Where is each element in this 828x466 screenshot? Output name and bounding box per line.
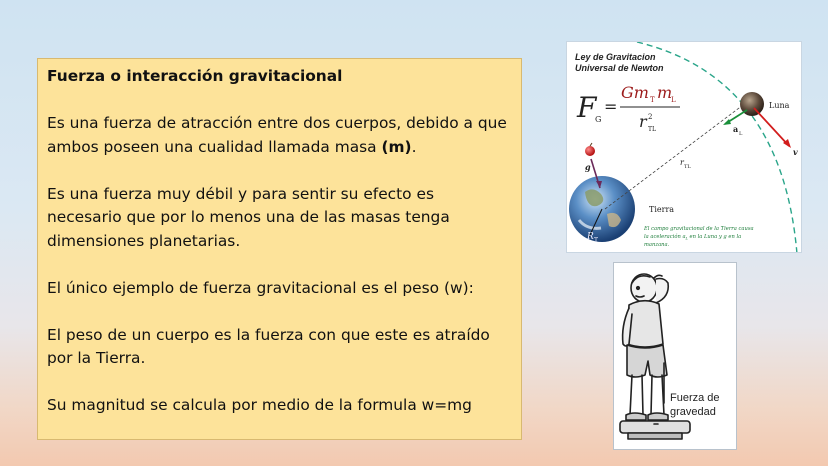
svg-text:2: 2 xyxy=(648,113,653,121)
weight-cartoon xyxy=(613,262,737,450)
gravity-label-line-1: Fuerza de xyxy=(670,392,720,404)
paragraph-definition-end: . xyxy=(411,137,417,156)
svg-text:r: r xyxy=(639,112,647,131)
apple-image xyxy=(585,146,595,156)
orbit-path xyxy=(637,42,797,253)
earth-label: Tierra xyxy=(649,205,675,214)
svg-text:=: = xyxy=(604,97,618,116)
distance-line xyxy=(605,105,743,209)
svg-text:TL: TL xyxy=(648,126,656,133)
g-label: g xyxy=(585,162,591,172)
person-on-scale-drawing xyxy=(614,263,737,450)
svg-text:m: m xyxy=(657,83,673,102)
mass-symbol: (m) xyxy=(381,137,412,156)
moon-label: Luna xyxy=(769,101,790,110)
gravitation-figure xyxy=(566,41,802,253)
acceleration-label: a xyxy=(733,124,739,134)
svg-text:TL: TL xyxy=(684,164,691,170)
caption-line-1: El campo gravitacional de la Tierra causa xyxy=(644,226,754,232)
caption-line-3: manzana. xyxy=(644,242,670,248)
svg-text:F: F xyxy=(577,91,597,124)
gravitation-diagram xyxy=(567,42,802,253)
text-box xyxy=(37,58,522,440)
paragraph-definition-text: Es una fuerza de atracción entre dos cuerpos, debido a que ambos poseen una cualidad llamada masa xyxy=(47,114,507,156)
svg-text:Gm: Gm xyxy=(621,83,649,102)
paragraph-weight: El peso de un cuerpo es la fuerza con que este es atraído por la Tierra. xyxy=(47,325,490,367)
velocity-label: v xyxy=(793,147,798,157)
paragraph-definition xyxy=(47,112,511,159)
paragraph-weakness: Es una fuerza muy débil y para sentir su efecto es necesario que por lo menos una de las masas tenga dimensiones planetarias. xyxy=(47,184,450,250)
svg-text:L: L xyxy=(739,131,743,137)
paragraph-example: El único ejemplo de fuerza gravitacional es el peso (w): xyxy=(47,278,474,297)
svg-text:T: T xyxy=(594,237,599,244)
slide-title: Fuerza o interacción gravitacional xyxy=(47,67,343,85)
gravitation-formula xyxy=(576,83,680,133)
figure-heading-2: Universal de Newton xyxy=(575,63,664,73)
caption-line-2: la aceleración $a_L$ en la Luna y g en la xyxy=(644,234,742,241)
figure-heading-1: Ley de Gravitacion xyxy=(575,52,656,62)
paragraph-formula: Su magnitud se calcula por medio de la formula w=mg xyxy=(47,396,472,414)
svg-text:L: L xyxy=(671,96,676,104)
distance-label: r xyxy=(680,158,684,167)
svg-text:T: T xyxy=(650,96,655,104)
gravity-label-line-2: gravedad xyxy=(670,406,716,418)
radius-label: R xyxy=(587,232,594,242)
svg-text:G: G xyxy=(595,115,602,124)
